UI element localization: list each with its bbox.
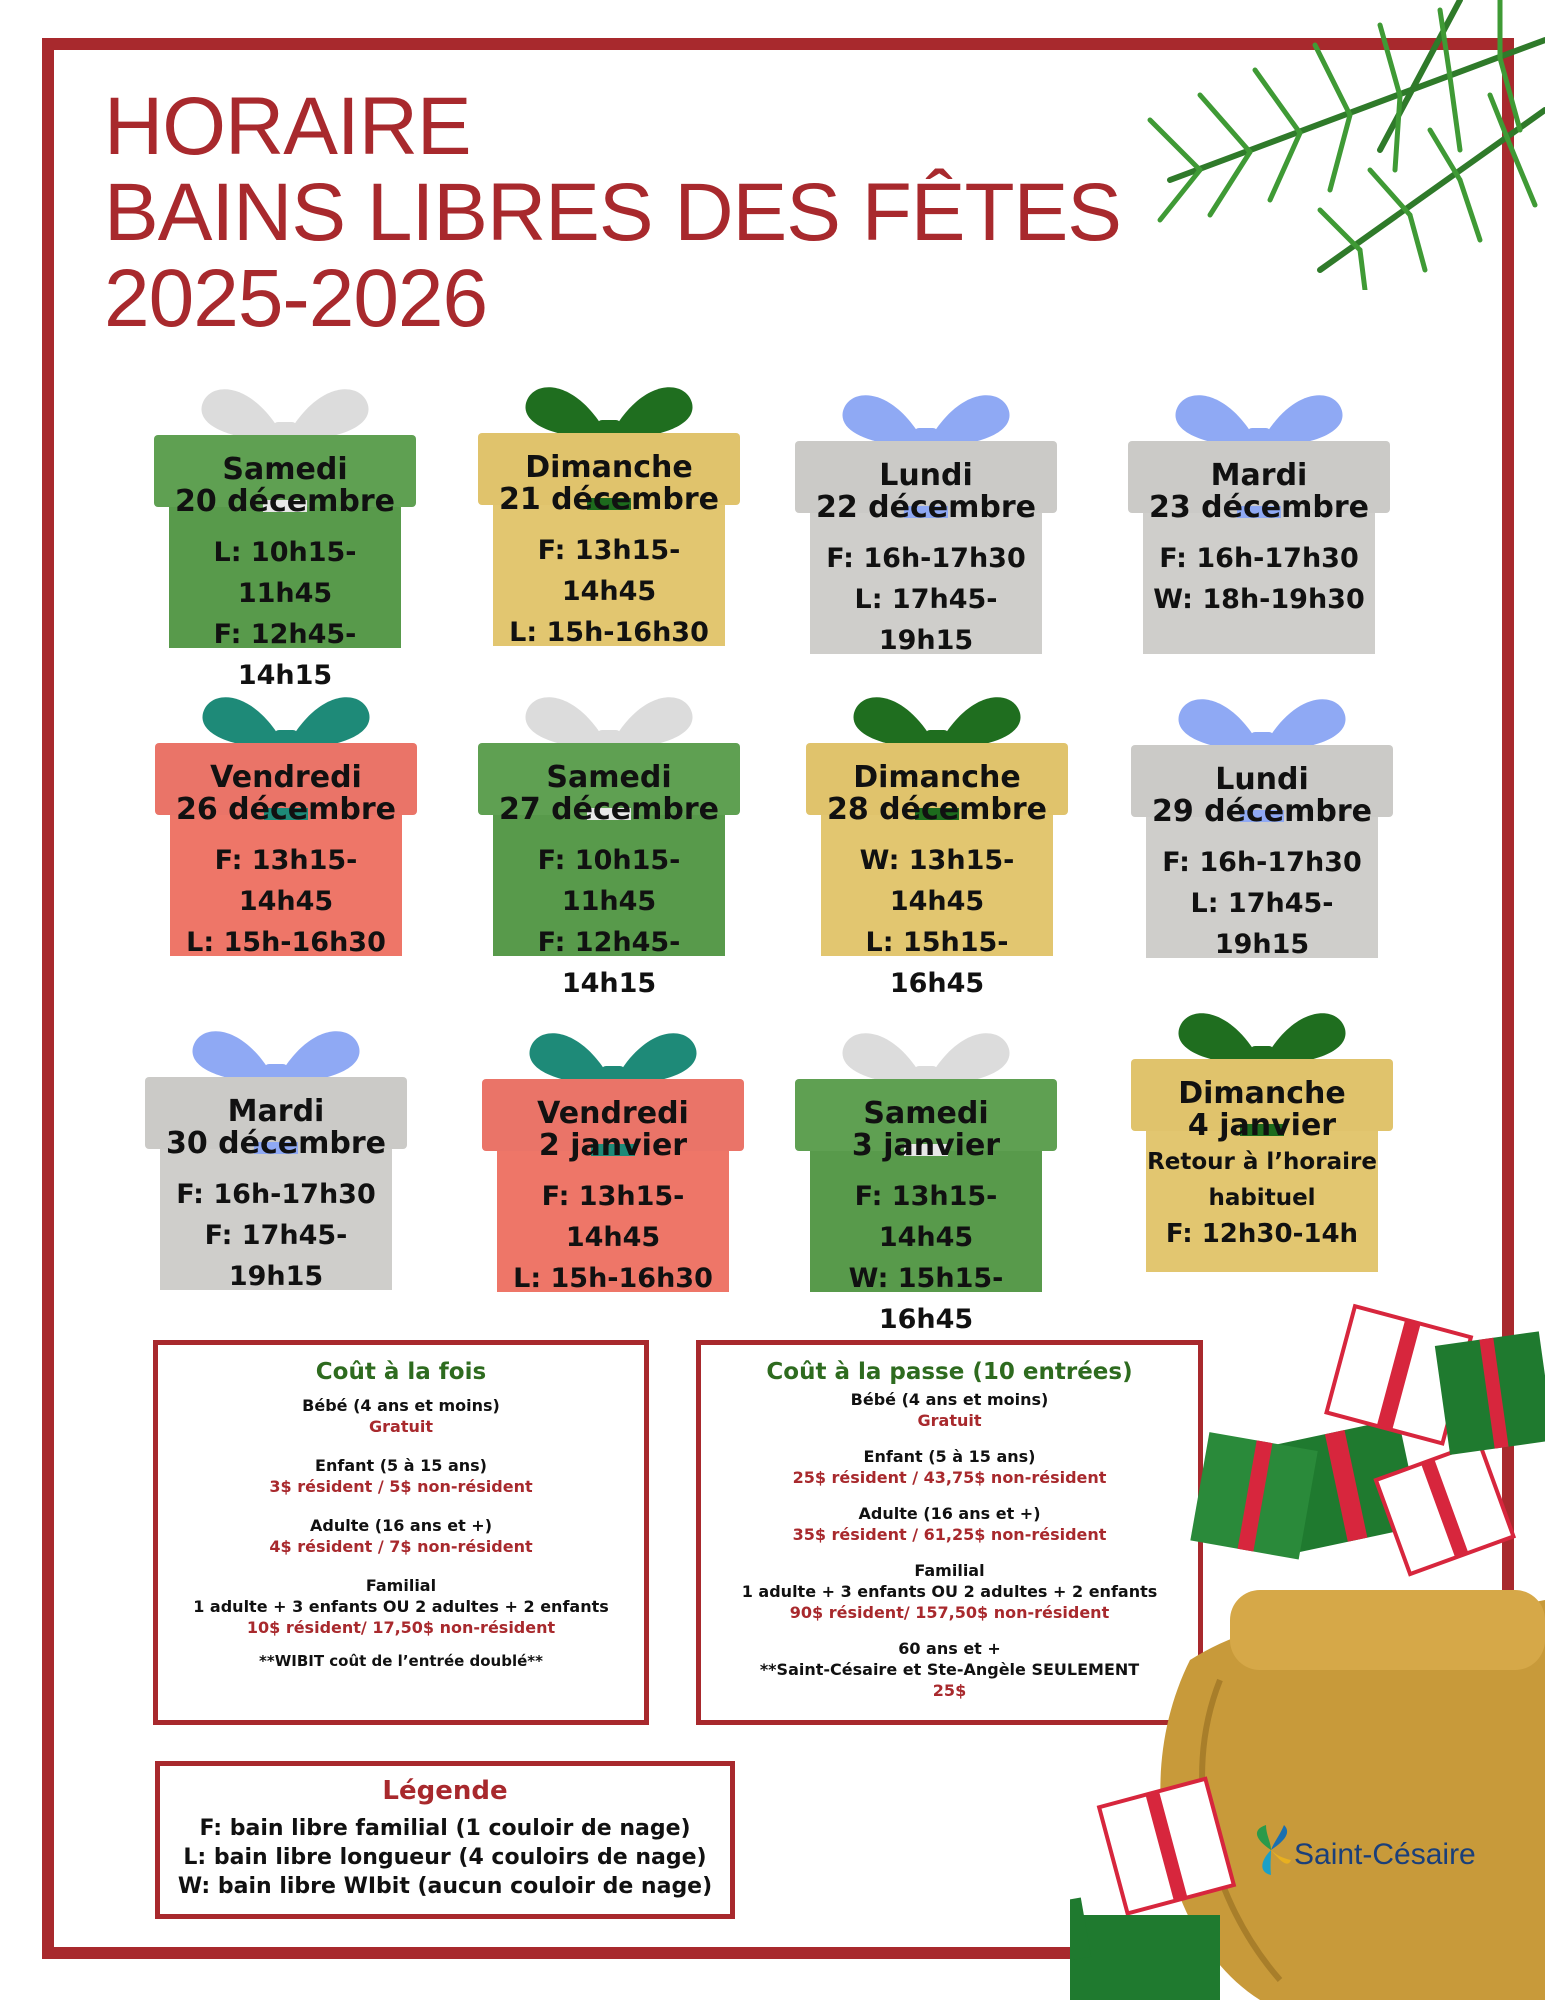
page-title-line2: BAINS LIBRES DES FÊTES — [104, 167, 1121, 258]
legend-heading: Légende — [382, 1776, 508, 1806]
gift-date: 4 janvier — [1187, 1107, 1337, 1143]
gift-slot: L: 15h-16h30 — [509, 617, 709, 648]
price-value: Gratuit — [369, 1417, 433, 1436]
gift-card-tue-23-dec — [1128, 366, 1390, 656]
gift-card-sat-3-jan — [795, 1004, 1057, 1335]
category-label: Adulte (16 ans et +) — [858, 1504, 1041, 1523]
gift-card-sat-27-dec — [478, 668, 740, 999]
cost-single-heading: Coût à la fois — [315, 1359, 487, 1385]
legend-box — [155, 1761, 735, 1919]
wibit-note: **WIBIT coût de l’entrée doublé** — [259, 1652, 543, 1670]
gift-slot: F: 10h15-11h45 — [537, 845, 681, 917]
gift-card-mon-22-dec — [795, 366, 1057, 656]
gift-date: 3 janvier — [851, 1127, 1001, 1163]
logo-text: Saint-Césaire — [1294, 1838, 1476, 1871]
gift-date: 20 décembre — [174, 483, 396, 519]
gift-day: Vendredi — [210, 760, 362, 795]
price-value: 25$ résident / 43,75$ non-résident — [792, 1468, 1107, 1487]
gift-slot: Retour à l’horaire — [1147, 1149, 1377, 1175]
gift-slot: F: 12h45-14h15 — [537, 927, 681, 999]
gift-slot: L: 15h-16h30 — [513, 1263, 713, 1294]
legend-item-f: F: bain libre familial (1 couloir de nage) — [199, 1816, 691, 1841]
gift-date: 21 décembre — [498, 481, 720, 517]
gift-day: Lundi — [879, 458, 973, 493]
gift-slot: habituel — [1208, 1185, 1316, 1211]
gift-card-tue-30-dec — [145, 1002, 407, 1292]
gift-date: 26 décembre — [175, 791, 397, 827]
price-value: 3$ résident / 5$ non-résident — [269, 1477, 533, 1496]
gift-day: Samedi — [546, 760, 672, 795]
gift-card-sat-20-dec — [154, 360, 416, 691]
gift-card-sun-28-dec — [806, 668, 1068, 999]
gift-slot: F: 13h15-14h45 — [854, 1181, 998, 1253]
legend-item-l: L: bain libre longueur (4 couloirs de nage) — [183, 1845, 707, 1870]
gift-day: Samedi — [222, 452, 348, 487]
category-label: Familial — [914, 1561, 985, 1580]
gift-day: Lundi — [1215, 762, 1309, 797]
gift-slot: F: 13h15-14h45 — [541, 1181, 685, 1253]
gift-day: Vendredi — [537, 1096, 689, 1131]
pine-branch-decoration — [1080, 0, 1545, 290]
gift-slot: F: 16h-17h30 — [1162, 847, 1362, 878]
price-value: 25$ — [932, 1681, 967, 1700]
category-label: Bébé (4 ans et moins) — [850, 1390, 1049, 1409]
price-value: Gratuit — [917, 1411, 982, 1430]
price-value: 35$ résident / 61,25$ non-résident — [792, 1525, 1107, 1544]
gift-slot: F: 16h-17h30 — [176, 1179, 376, 1210]
gift-slot: L: 15h15-16h45 — [865, 927, 1009, 999]
page-title-line3: 2025-2026 — [104, 253, 488, 344]
category-desc: **Saint-Césaire et Ste-Angèle SEULEMENT — [759, 1660, 1140, 1679]
gift-date: 22 décembre — [815, 489, 1037, 525]
gift-slot: L: 10h15-11h45 — [213, 537, 357, 609]
gift-date: 27 décembre — [498, 791, 720, 827]
gift-sack-decoration — [1070, 1260, 1545, 2000]
page-title-line1: HORAIRE — [104, 81, 471, 172]
gift-slot: F: 13h15-14h45 — [537, 535, 681, 607]
category-label: Enfant (5 à 15 ans) — [315, 1456, 487, 1475]
cost-pass-heading: Coût à la passe (10 entrées) — [766, 1359, 1133, 1385]
category-desc: 1 adulte + 3 enfants OU 2 adultes + 2 enfants — [741, 1582, 1158, 1601]
gift-day: Dimanche — [1178, 1076, 1346, 1111]
category-label: Familial — [365, 1576, 437, 1595]
gift-slot: F: 12h30-14h — [1165, 1219, 1359, 1249]
gift-slot: F: 16h-17h30 — [1159, 543, 1359, 574]
category-label: Adulte (16 ans et +) — [310, 1516, 492, 1535]
cost-single-box — [153, 1340, 649, 1725]
price-value: 4$ résident / 7$ non-résident — [269, 1537, 533, 1556]
gift-date: 23 décembre — [1148, 489, 1370, 525]
gift-slot: W: 18h-19h30 — [1153, 584, 1365, 615]
gift-slot: W: 13h15-14h45 — [859, 845, 1015, 917]
gift-slot: F: 17h45-19h15 — [204, 1220, 348, 1292]
gift-slot: F: 16h-17h30 — [826, 543, 1026, 574]
saint-cesaire-logo — [1246, 1820, 1486, 1880]
gift-slot: F: 13h15-14h45 — [214, 845, 358, 917]
category-label: Enfant (5 à 15 ans) — [863, 1447, 1036, 1466]
gift-day: Dimanche — [525, 450, 693, 485]
legend-item-w: W: bain libre WIbit (aucun couloir de nage) — [177, 1874, 713, 1899]
gift-card-sun-4-jan — [1131, 984, 1393, 1274]
gift-day: Dimanche — [853, 760, 1021, 795]
category-desc: 1 adulte + 3 enfants OU 2 adultes + 2 enfants — [193, 1597, 609, 1616]
gift-day: Mardi — [227, 1094, 325, 1129]
gift-day: Mardi — [1210, 458, 1308, 493]
category-label: 60 ans et + — [898, 1639, 1001, 1658]
gift-card-fri-2-jan — [482, 1004, 744, 1294]
gift-slot: L: 17h45-19h15 — [854, 584, 998, 656]
gift-slot: W: 15h15-16h45 — [848, 1263, 1004, 1335]
logo-swirl-icon — [1246, 1820, 1296, 1880]
gift-slot: L: 17h45-19h15 — [1190, 888, 1334, 960]
category-label: Bébé (4 ans et moins) — [302, 1396, 500, 1415]
gift-day: Samedi — [863, 1096, 989, 1131]
gift-card-fri-26-dec — [155, 668, 417, 958]
gift-slot: L: 15h-16h30 — [186, 927, 386, 958]
gift-card-mon-29-dec — [1131, 670, 1393, 960]
gift-date: 29 décembre — [1151, 793, 1373, 829]
price-value: 90$ résident/ 157,50$ non-résident — [789, 1603, 1110, 1622]
gift-date: 30 décembre — [165, 1125, 387, 1161]
gift-date: 2 janvier — [538, 1127, 688, 1163]
gift-card-sun-21-dec — [478, 358, 740, 648]
gift-slot: F: 12h45-14h15 — [213, 619, 357, 691]
price-value: 10$ résident/ 17,50$ non-résident — [246, 1618, 556, 1637]
gift-date: 28 décembre — [826, 791, 1048, 827]
